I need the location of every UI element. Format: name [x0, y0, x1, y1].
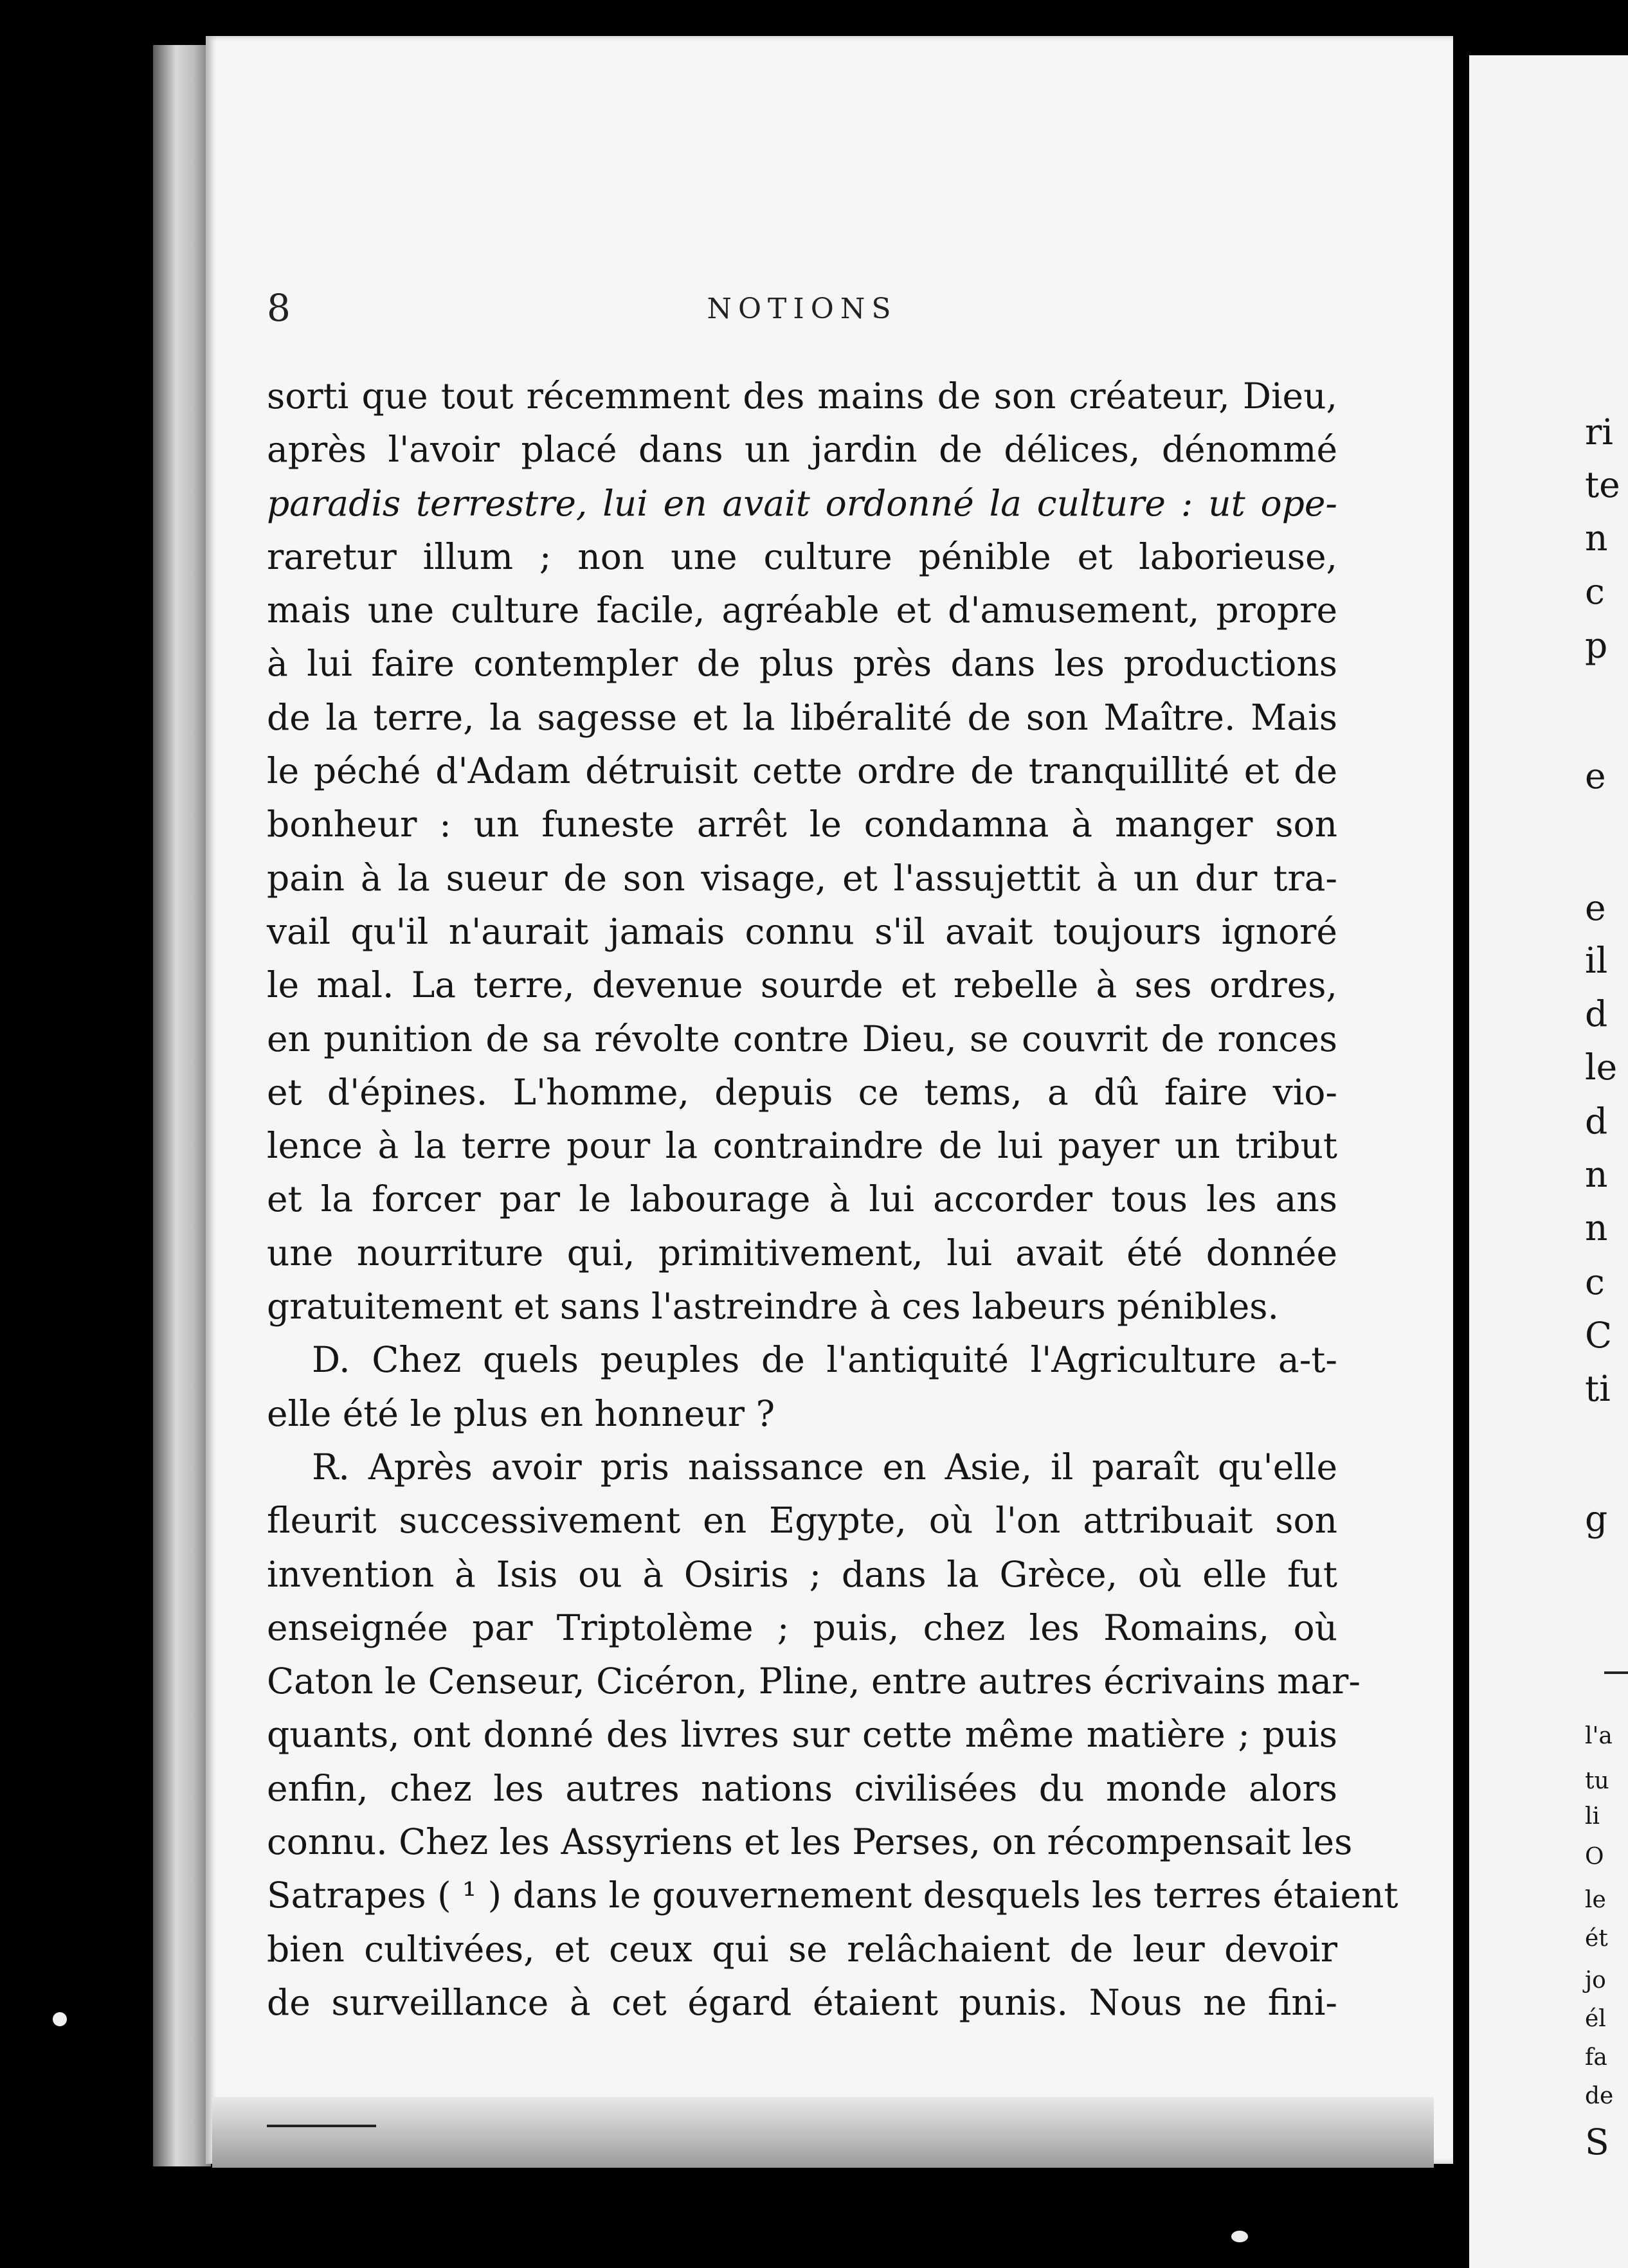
text-line: lence à la terre pour la contraindre de lui payer un tribut	[267, 1125, 1337, 1167]
fragment: li	[1585, 1803, 1600, 1830]
fragment: de	[1585, 2083, 1614, 2109]
text-line: bien cultivées, et ceux qui se relâchaient de leur devoir	[267, 1928, 1337, 1970]
fragment: ét	[1585, 1925, 1608, 1952]
fragment: il	[1585, 940, 1608, 981]
page-bottom-edge	[212, 2097, 1434, 2168]
text-line: pain à la sueur de son visage, et l'assujettit à un dur tra-	[267, 857, 1337, 899]
question-line: elle été le plus en honneur ?	[267, 1392, 775, 1434]
dust-speck	[1231, 2231, 1248, 2242]
page-number: 8	[267, 286, 291, 330]
text-line: à lui faire contempler de plus près dans les productions	[267, 643, 1337, 685]
text-line: paradis terrestre, lui en avait ordonné la culture : ut ope-	[267, 482, 1337, 524]
fragment: S	[1585, 2121, 1609, 2163]
fragment: le	[1585, 1887, 1606, 1913]
fragment: ri	[1585, 411, 1613, 453]
fragment: le	[1585, 1047, 1618, 1088]
text-line: et d'épines. L'homme, depuis ce tems, a dû faire vio-	[267, 1071, 1337, 1113]
text-line: connu. Chez les Assyriens et les Perses, on récompensait les	[267, 1821, 1353, 1863]
fragment: n	[1585, 1154, 1608, 1195]
fragment: e	[1585, 755, 1606, 797]
fragment: l'a	[1585, 1723, 1613, 1749]
answer-line: R. Après avoir pris naissance en Asie, il paraît qu'elle	[312, 1446, 1337, 1488]
right-page-text-fragments	[1585, 0, 1628, 2268]
text-line: Satrapes ( ¹ ) dans le gouvernement desquels les terres étaient	[267, 1875, 1398, 1916]
text-line: le mal. La terre, devenue sourde et rebelle à ses ordres,	[267, 964, 1337, 1006]
text-line: le péché d'Adam détruisit cette ordre de tranquillité et de	[267, 750, 1337, 792]
text-line: Caton le Censeur, Cicéron, Pline, entre autres écrivains mar-	[267, 1661, 1361, 1702]
question-line: D. Chez quels peuples de l'antiquité l'Agriculture a-t-	[312, 1339, 1337, 1381]
fragment: fa	[1585, 2044, 1607, 2071]
fragment: d	[1585, 1101, 1608, 1142]
text-line: après l'avoir placé dans un jardin de délices, dénommé	[267, 429, 1337, 471]
fragment: jo	[1585, 1967, 1606, 1994]
footnote-rule	[267, 2125, 376, 2127]
text-line: vail qu'il n'aurait jamais connu s'il avait toujours ignoré	[267, 910, 1337, 952]
body-text	[267, 370, 1398, 2030]
text-line: en punition de sa révolte contre Dieu, se couvrit de ronces	[267, 1018, 1337, 1059]
fragment: tu	[1585, 1768, 1609, 1794]
text-line: enseignée par Triptolème ; puis, chez les Romains, où	[267, 1607, 1337, 1648]
fragment: g	[1585, 1498, 1608, 1539]
text-line: enfin, chez les autres nations civilisées du monde alors	[267, 1767, 1337, 1809]
text-line: sorti que tout récemment des mains de son créateur, Dieu,	[267, 375, 1337, 417]
text-line: raretur illum ; non une culture pénible et laborieuse,	[267, 536, 1337, 577]
right-page-rule	[1604, 1671, 1628, 1674]
fragment: C	[1585, 1315, 1613, 1356]
text-line: mais une culture facile, agréable et d'amusement, propre	[267, 590, 1337, 631]
fragment: c	[1585, 571, 1605, 612]
fragment: d	[1585, 993, 1608, 1034]
text-line: bonheur : un funeste arrêt le condamna à manger son	[267, 804, 1337, 845]
book-spine-edge	[153, 45, 211, 2166]
text-line: et la forcer par le labourage à lui accorder tous les ans	[267, 1178, 1337, 1220]
fragment: n	[1585, 518, 1608, 559]
fragment: n	[1585, 1207, 1608, 1248]
fragment: ti	[1585, 1368, 1611, 1409]
dust-speck	[53, 2012, 67, 2026]
text-line: invention à Isis ou à Osiris ; dans la Grèce, où elle fut	[267, 1553, 1337, 1595]
page-header	[267, 286, 1337, 338]
text-line: quants, ont donné des livres sur cette même matière ; puis	[267, 1714, 1337, 1756]
text-line: fleurit successivement en Egypte, où l'on attribuait son	[267, 1500, 1337, 1542]
running-head: NOTIONS	[707, 292, 898, 325]
fragment: te	[1585, 464, 1620, 505]
text-line: gratuitement et sans l'astreindre à ces labeurs pénibles.	[267, 1286, 1279, 1328]
fragment: e	[1585, 887, 1606, 928]
text-line: de surveillance à cet égard étaient punis. Nous ne fini-	[267, 1981, 1337, 2023]
fragment: O	[1585, 1844, 1604, 1870]
text-line: une nourriture qui, primitivement, lui avait été donnée	[267, 1232, 1337, 1274]
fragment: p	[1585, 625, 1608, 666]
text-line: de la terre, la sagesse et la libéralité de son Maître. Mais	[267, 696, 1337, 738]
fragment: c	[1585, 1261, 1605, 1302]
fragment: él	[1585, 2006, 1606, 2032]
